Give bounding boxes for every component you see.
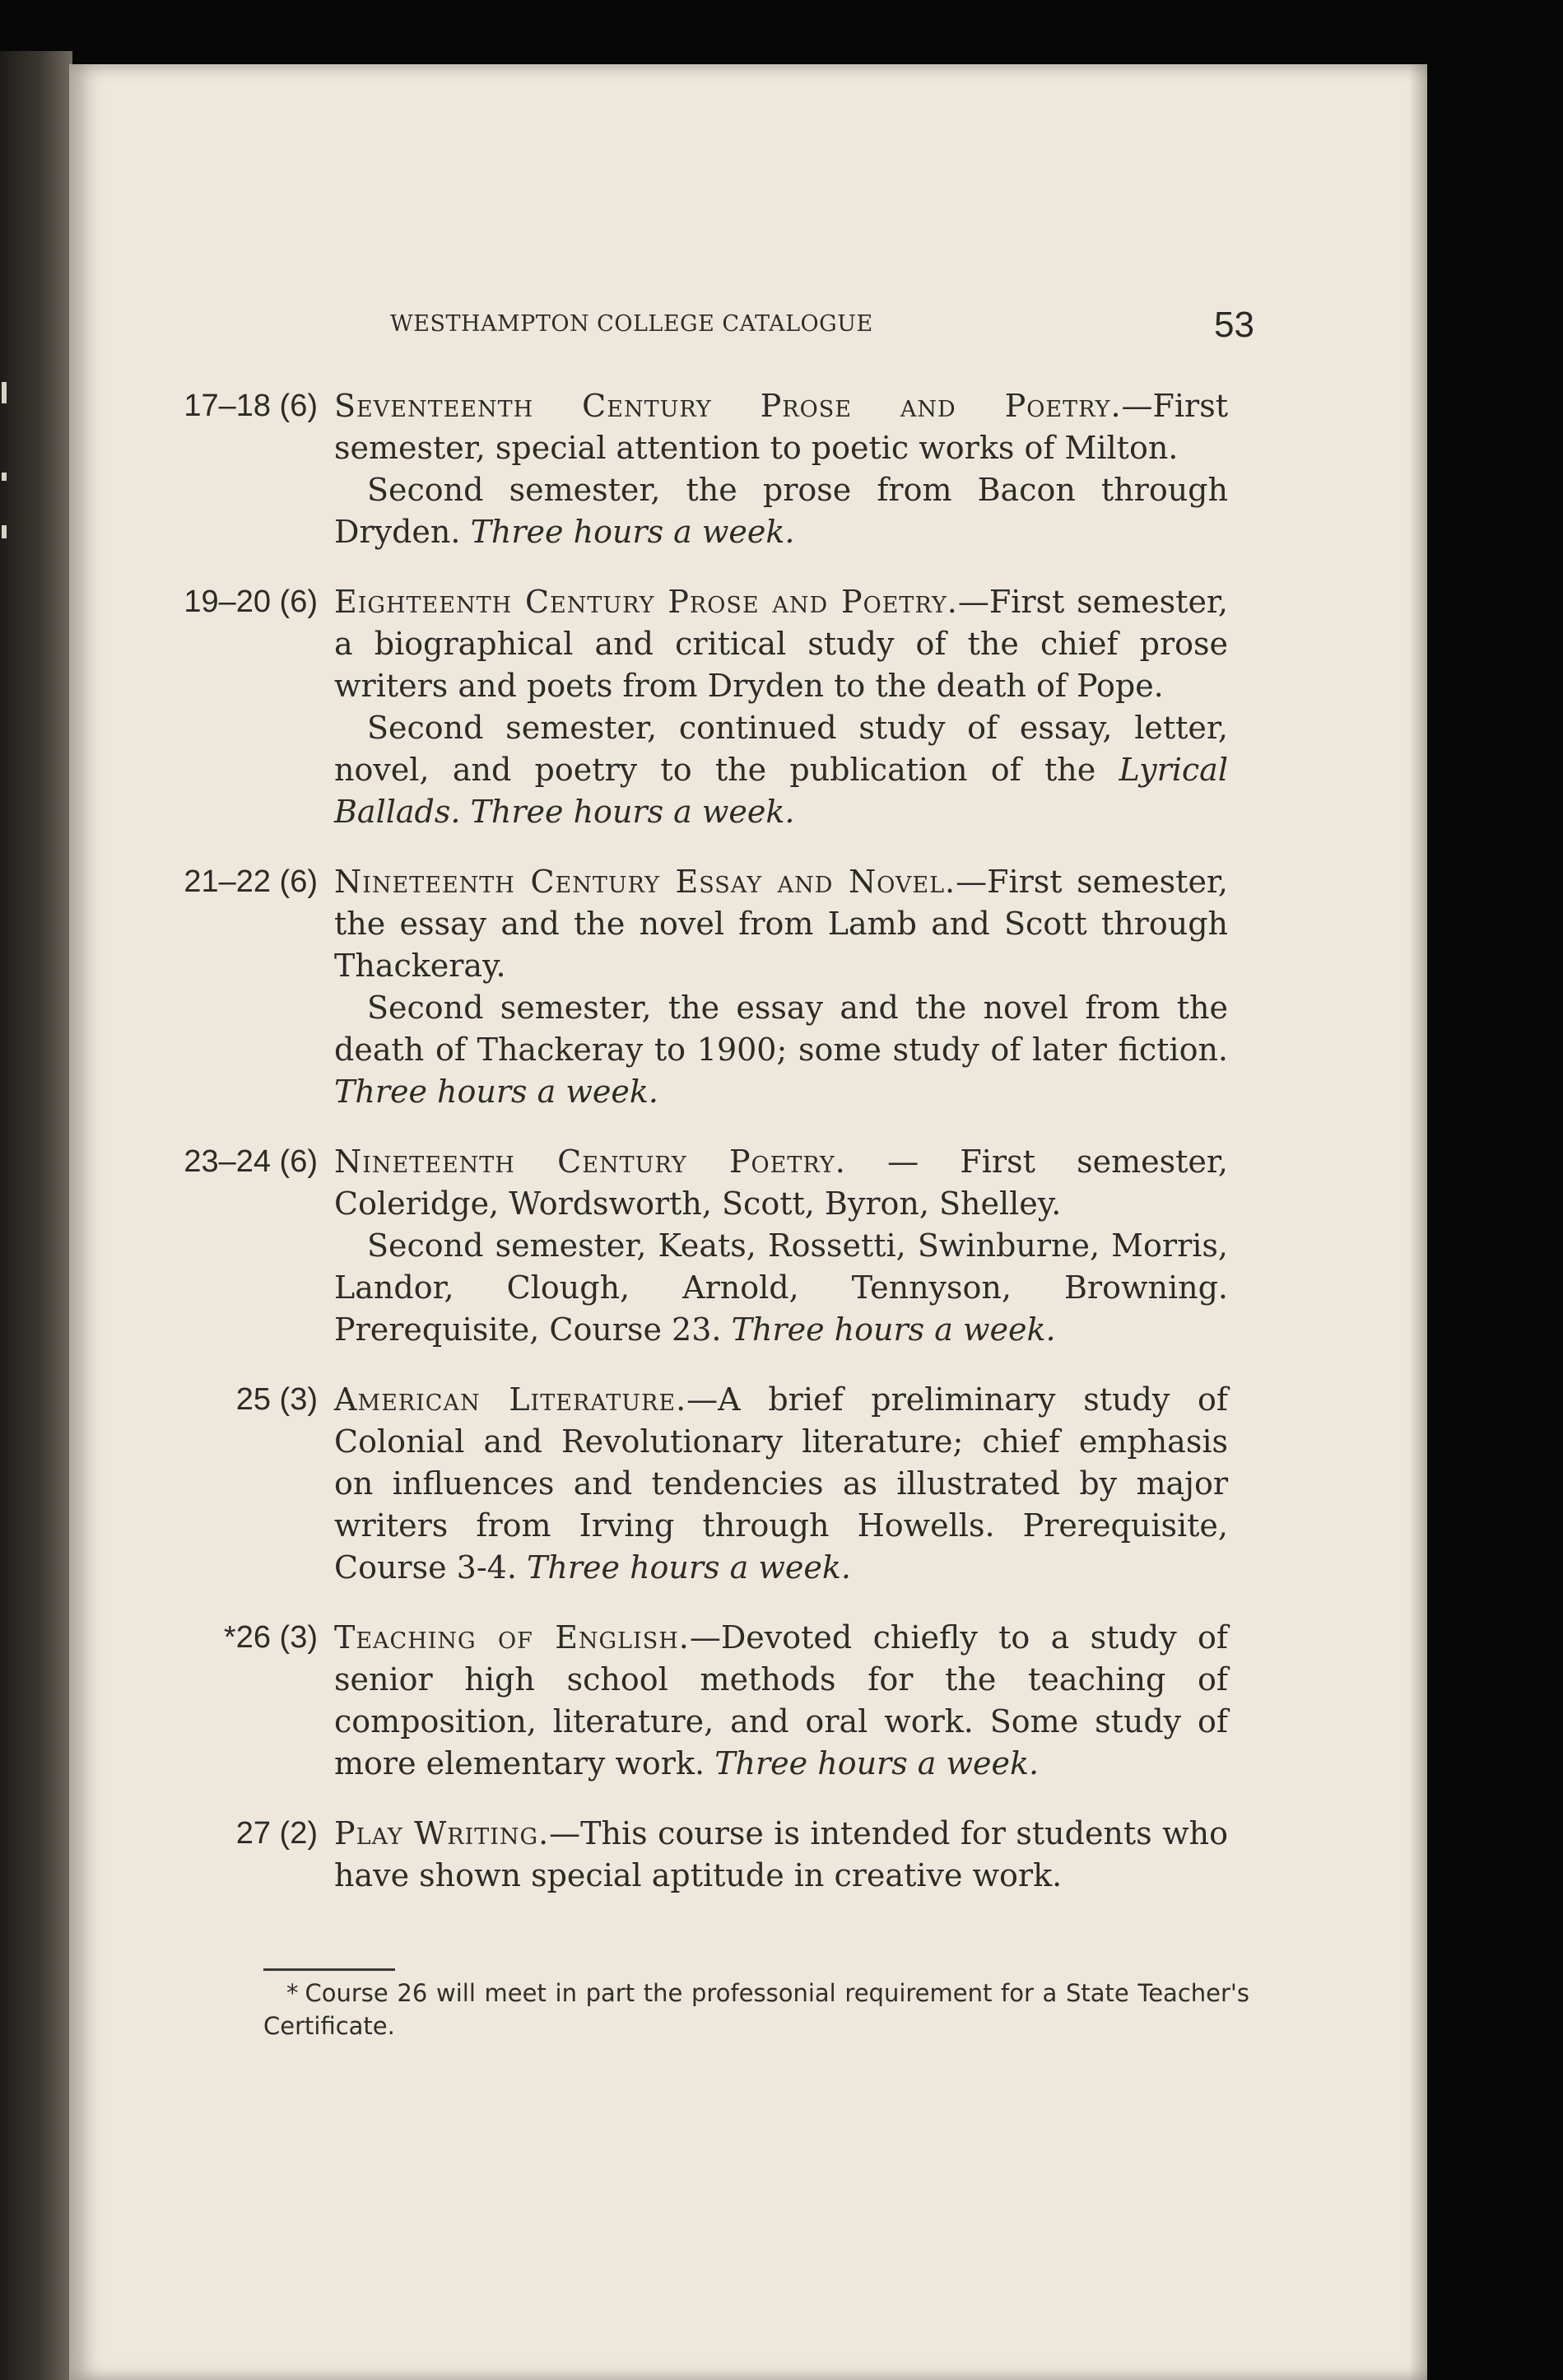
course-title: Nineteenth Century Poetry. <box>334 1143 846 1180</box>
footnote-divider <box>263 1968 395 1971</box>
page-number: 53 <box>1214 305 1254 345</box>
course-hours: Three hours a week. <box>470 514 795 550</box>
course-number: 23–24 (6) <box>184 1144 318 1179</box>
course-entry <box>173 1617 1259 1785</box>
previous-page-mark <box>2 473 7 481</box>
course-entry <box>173 861 1259 1113</box>
course-title: American Literature. <box>334 1381 687 1418</box>
course-number: 21–22 (6) <box>184 864 318 899</box>
course-hours: Three hours a week. <box>334 1074 658 1110</box>
course-description: Nineteenth Century Essay and Novel.—First semester, the essay and the novel from Lamb and Scott through Thackeray. Second semester, the essay and the novel from the death of Thackeray to 1900; some study of later fiction. Three hours a week. <box>334 864 1228 1110</box>
course-hours: Three hours a week. <box>731 1311 1056 1348</box>
course-number: 19–20 (6) <box>184 585 318 619</box>
course-number: *26 (3) <box>223 1620 318 1655</box>
course-title: Nineteenth Century Essay and Novel. <box>334 864 956 900</box>
catalogue-page <box>69 64 1427 2380</box>
footnote-text: Course 26 will meet in part the professonial requirement for a State Teacher's Certificate. <box>263 1979 1249 2040</box>
course-title: Seventeenth Century Prose and Poetry. <box>334 388 1122 424</box>
course-hours: Three hours a week. <box>470 794 795 830</box>
course-description: Eighteenth Century Prose and Poetry.—First semester, a biographical and critical study of the chief prose writers and poets from Dryden to the death of Pope. Second semester, continued study of essay, letter, novel, and poetry to the publication of the Lyrical Ballads. Three hours a week. <box>334 584 1229 830</box>
course-description: Nineteenth Century Poetry. — First semester, Coleridge, Wordsworth, Scott, Byron, Shelley. Second semester, Keats, Rossetti, Swinburne, Morris, Landor, Clough, Arnold, Tennyson, Browning. Prerequisite, Course 23. Three hours a week. <box>334 1143 1228 1348</box>
course-entry <box>173 581 1259 833</box>
course-description: Seventeenth Century Prose and Poetry.—First semester, special attention to poetic works of Milton. Second semester, the prose from Bacon through Dryden. Three hours a week. <box>334 388 1228 550</box>
course-title: Teaching of English. <box>334 1619 690 1656</box>
previous-page-edge <box>0 51 72 2380</box>
course-description: American Literature.—A brief preliminary study of Colonial and Revolutionary literature; chief emphasis on influences and tendencies as illustrated by major writers from Irving through Howells. Prerequisite, Course 3-4. Three hours a week. <box>334 1381 1228 1586</box>
footnote-marker: * <box>286 1979 299 2007</box>
course-number: 27 (2) <box>235 1816 318 1851</box>
course-number: 25 (3) <box>235 1382 318 1417</box>
course-description: Play Writing.—This course is intended for students who have shown special aptitude in creative work. <box>334 1815 1228 1893</box>
course-title: Eighteenth Century Prose and Poetry. <box>334 584 958 620</box>
previous-page-mark <box>2 382 7 403</box>
header-title: WESTHAMPTON COLLEGE CATALOGUE <box>390 311 873 337</box>
course-number: 17–18 (6) <box>184 389 318 423</box>
course-hours: Three hours a week. <box>714 1745 1040 1782</box>
running-header <box>390 305 1254 361</box>
footnote <box>263 1977 1249 2042</box>
course-title: Play Writing. <box>334 1815 550 1851</box>
course-entry <box>173 1141 1259 1351</box>
course-entry <box>173 1379 1259 1589</box>
course-hours: Three hours a week. <box>527 1549 851 1586</box>
course-entry <box>173 1813 1259 1897</box>
previous-page-mark <box>2 525 7 538</box>
course-list <box>173 385 1259 1925</box>
course-entry <box>173 385 1259 553</box>
course-description: Teaching of English.—Devoted chiefly to a study of senior high school methods for the teaching of composition, literature, and oral work. Some study of more elementary work. Three hours a week. <box>334 1619 1228 1782</box>
